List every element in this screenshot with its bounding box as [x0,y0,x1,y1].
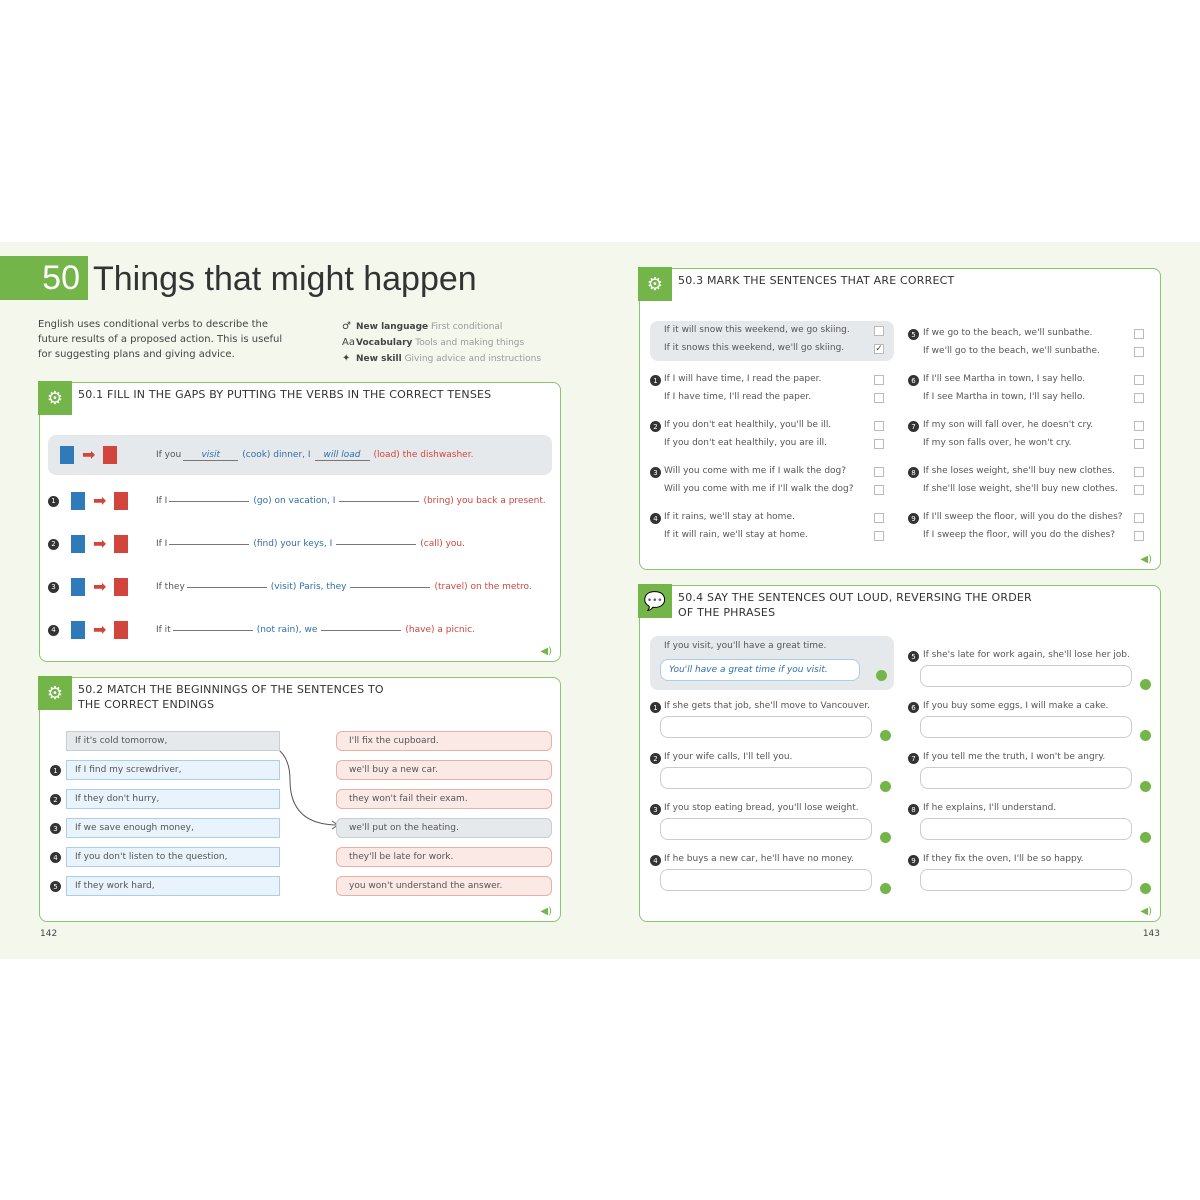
question-row: 3 ➡ If they (visit) Paris, they (travel) on the metro. [48,567,552,607]
example-row: ➡ If you visit (cook) dinner, I will load (load) the dishwasher. [48,435,552,475]
speech-icon [880,730,891,741]
answer-checkbox[interactable] [874,467,884,477]
skill-icon: ✦ [342,353,351,364]
unit-meta [342,319,541,367]
question-row: 1 ➡ If I (go) on vacation, I (bring) you back a present. [48,481,552,521]
answer-blank: will load [315,450,370,461]
answer-checkbox[interactable]: ✓ [875,344,883,354]
no-rain-icon [67,618,89,642]
book-spread [0,242,1200,959]
answer-checkbox[interactable] [874,439,884,449]
arrow-icon: ➡ [93,491,107,510]
gears-icon: ⚙ [38,381,72,415]
speech-icon [880,781,891,792]
answer-blank[interactable] [350,587,430,588]
speech-icon [1140,679,1151,690]
answer-blank[interactable] [187,587,267,588]
answer-checkbox[interactable] [1134,393,1144,403]
speech-icon [876,670,887,681]
unit-title: Things that might happen [93,260,477,298]
unit-number: 50 [0,256,88,300]
eiffel-tower-icon [67,575,89,599]
exercise-title: 50.4 SAY THE SENTENCES OUT LOUD, REVERSING THE ORDER OF THE PHRASES [678,591,1032,619]
keys-icon [67,532,89,556]
meta-language: ♂ New language First conditional [342,321,503,332]
present-icon [110,489,132,513]
meta-skill: ✦ New skill Giving advice and instructions [342,353,542,364]
answer-checkbox[interactable] [874,375,884,385]
exercise-50-4: 💬 50.4 SAY THE SENTENCES OUT LOUD, REVERSING THE ORDER OF THE PHRASES If you visit, you'll have a great time. You'll have a great time if you visit. 1 If she gets that job, she'll move to Vancouver. 2 If your wife calls, I'll tell you. 3 If you stop eating bread, you'll lose weight. 4 If he buys a new car, he'll have no money. 5 If she's late for work again, she'll lose her job. 6 If you buy some eggs, I will make a cake. 7 If you tell me the truth, I won't be angry. 8 If he explains, I'll understand. 9 If they fix the oven, I'll be so happy. ◀) [639,585,1161,922]
answer-field[interactable] [920,767,1132,789]
answer-checkbox[interactable] [874,531,884,541]
match-left-item[interactable]: If I find my screwdriver, [66,760,280,780]
answer-field[interactable] [920,716,1132,738]
example-answer: You'll have a great time if you visit. [660,659,860,681]
answer-checkbox[interactable] [874,485,884,495]
match-right-item[interactable]: I'll fix the cupboard. [336,731,552,751]
arrow-icon: ➡ [93,620,107,639]
speech-icon [1140,832,1151,843]
vocabulary-icon: Aa [342,337,355,348]
page-number: 142 [40,929,58,939]
gears-icon: ⚙ [638,267,672,301]
answer-checkbox[interactable] [1134,375,1144,385]
answer-checkbox[interactable] [874,513,884,523]
answer-field[interactable] [920,665,1132,687]
language-icon: ♂ [342,321,351,332]
match-left-item[interactable]: If you don't listen to the question, [66,847,280,867]
exercise-title: 50.1 FILL IN THE GAPS BY PUTTING THE VERBS IN THE CORRECT TENSES [78,388,492,401]
answer-blank: visit [183,450,238,461]
question-row: 2 ➡ If I (find) your keys, I (call) you. [48,524,552,564]
speech-icon [880,832,891,843]
answer-checkbox[interactable] [1134,513,1144,523]
phone-call-icon [110,532,132,556]
left-page [0,242,600,959]
arrow-icon: ➡ [82,445,96,464]
meta-vocabulary: AaVocabulary Tools and making things [342,337,525,348]
picnic-icon [110,618,132,642]
exercise-50-2: ⚙ 50.2 MATCH THE BEGINNINGS OF THE SENTENCES TO THE CORRECT ENDINGS If it's cold tomorrow, 1 If I find my screwdriver, 2 If they don't hurry, 3 If we save enough money, 4 If you don't listen to the question, 5 If they work hard, I'll fix the cupboard. we'll buy a new car. they won't fail their exam. we'll put on the heating. they'll be late for work. you won't understand the answer. ◀) [39,677,561,922]
match-left-item[interactable]: If they don't hurry, [66,789,280,809]
audio-icon[interactable]: ◀) [540,906,552,917]
exercise-title: 50.3 MARK THE SENTENCES THAT ARE CORRECT [678,274,955,287]
answer-field[interactable] [660,869,872,891]
answer-blank[interactable] [169,544,249,545]
example-connector [250,740,340,830]
answer-blank[interactable] [173,630,253,631]
answer-blank[interactable] [321,630,401,631]
arrow-icon: ➡ [93,534,107,553]
speech-icon [1140,781,1151,792]
match-left-item[interactable]: If they work hard, [66,876,280,896]
dishwasher-icon [99,443,121,467]
answer-checkbox[interactable] [1134,467,1144,477]
answer-field[interactable] [660,767,872,789]
speech-icon [880,883,891,894]
traveller-icon [67,489,89,513]
arrow-icon: ➡ [93,577,107,596]
audio-icon[interactable]: ◀) [1140,554,1152,565]
match-right-item[interactable]: we'll put on the heating. [336,818,552,838]
exercise-50-3: ⚙ 50.3 MARK THE SENTENCES THAT ARE CORRECT If it will snow this weekend, we go skiing. If it snows this weekend, we'll go skiing. ✓ 1 If I will have time, I read the paper. If I have time, I'll read the paper. 2 If you don't eat healthily, you'll be ill. If you don't eat healthily, you are ill. 3 Will you come with me if I walk the dog? Will you come with me if I'll walk the dog? 4 If it rains, we'll stay at home. If it will rain, we'll stay at home. 5 If we go to the beach, we'll sunbathe. If we'll go to the beach, we'll sunbathe. 6 If I'll see Martha in town, I say hello. If I see Martha in town, I'll say hello. 7 If my son will fall over, he doesn't cry. If my son falls over, he won't cry. 8 If she loses weight, she'll buy new clothes. If she'll lose weight, she'll buy new clothes. 9 If I'll sweep the floor, will you do the dishes? If I sweep the floor, will you do the dishes? ◀) [639,268,1161,570]
answer-checkbox[interactable] [874,421,884,431]
page-number: 143 [1142,929,1160,939]
gears-icon: ⚙ [38,676,72,710]
answer-field[interactable] [660,716,872,738]
answer-checkbox[interactable] [874,393,884,403]
answer-checkbox[interactable] [1134,439,1144,449]
answer-field[interactable] [660,818,872,840]
answer-blank[interactable] [336,544,416,545]
answer-checkbox[interactable] [1134,421,1144,431]
speech-icon [1140,730,1151,741]
answer-field[interactable] [920,869,1132,891]
answer-checkbox[interactable] [1134,531,1144,541]
answer-checkbox[interactable] [1134,329,1144,339]
match-left-item[interactable]: If it's cold tomorrow, [66,731,280,751]
question-row: 4 ➡ If it (not rain), we (have) a picnic. [48,610,552,650]
answer-field[interactable] [920,818,1132,840]
exercise-title: 50.2 MATCH THE BEGINNINGS OF THE SENTENCES TO THE CORRECT ENDINGS [78,683,384,711]
speech-bubble-icon: 💬 [638,584,672,618]
answer-blank[interactable] [169,501,249,502]
speech-icon [1140,883,1151,894]
cooking-icon [56,443,78,467]
right-page [600,242,1200,959]
audio-icon[interactable]: ◀) [1140,906,1152,917]
match-right-item[interactable]: they won't fail their exam. [336,789,552,809]
match-right-item[interactable]: they'll be late for work. [336,847,552,867]
answer-checkbox[interactable] [1134,485,1144,495]
metro-train-icon [110,575,132,599]
match-right-item[interactable]: we'll buy a new car. [336,760,552,780]
answer-checkbox[interactable] [1134,347,1144,357]
match-right-item[interactable]: you won't understand the answer. [336,876,552,896]
intro-text: English uses conditional verbs to describe the future results of a proposed action. This is useful for suggesting plans and giving advice. [38,319,283,360]
audio-icon[interactable]: ◀) [540,646,552,657]
exercise-50-1 [39,382,561,662]
answer-checkbox[interactable] [874,326,884,336]
answer-blank[interactable] [339,501,419,502]
match-left-item[interactable]: If we save enough money, [66,818,280,838]
